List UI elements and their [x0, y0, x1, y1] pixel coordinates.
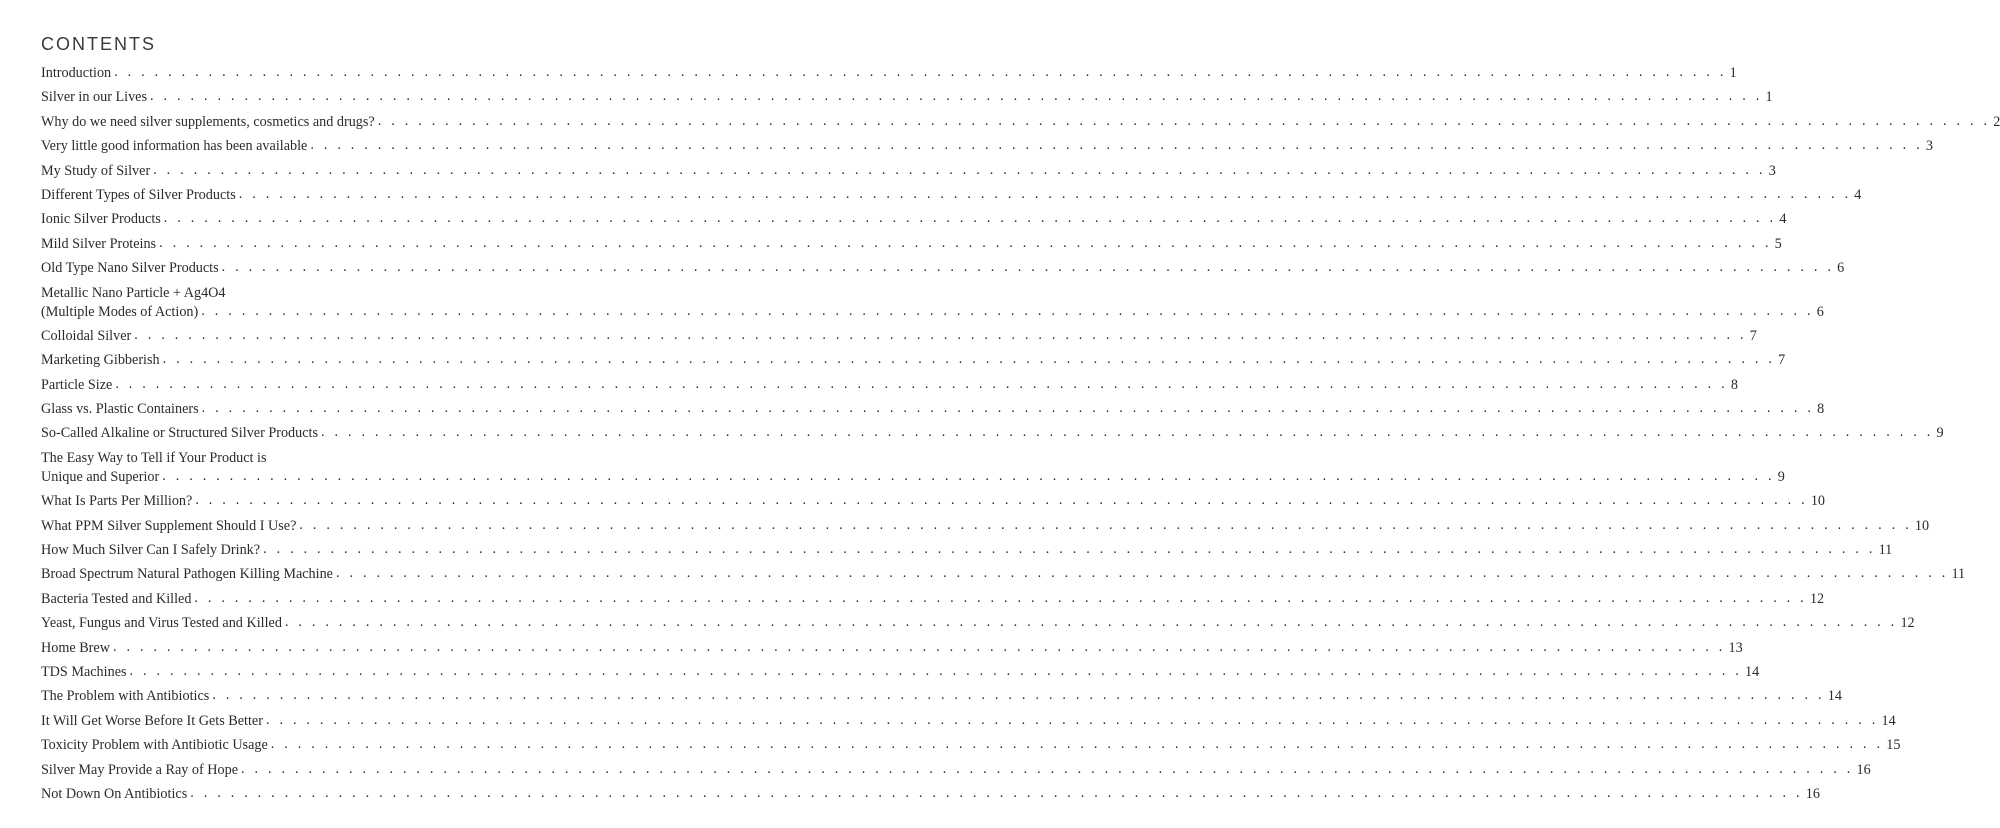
toc-entry [41, 760, 1871, 780]
toc-entry-title: So-Called Alkaline or Structured Silver Products [41, 425, 319, 442]
toc-entry [41, 112, 2000, 132]
toc-entry-page-number: 15 [1886, 737, 1901, 754]
toc-entry [41, 541, 1893, 560]
toc-entry-title: Bacteria Tested and Killed [41, 590, 192, 607]
toc-entry-title: Not Down On Antibiotics [41, 785, 188, 802]
toc-entry [41, 687, 1842, 706]
toc-entry-title-line1: Metallic Nano Particle + Ag4O4 [41, 284, 226, 301]
toc-entry-title: Why do we need silver supplements, cosmetics and drugs? [41, 113, 375, 130]
toc-entry [41, 736, 1901, 755]
toc-entry-title: Mild Silver Proteins [41, 235, 157, 252]
dot-leader: . . . . . . . . . . . . . . . . . . . . . . . . . . . . . . . . . . . . . . . . . . . . . . . . . . . . . . . . . . . . . . . . . . . . . . . . . . . . . . . . . . . . . . . . . . . . . . . . . . . . . . . . . . . . . . . . . . . . . . . . [265, 711, 1879, 728]
toc-entry [41, 210, 1787, 229]
dot-leader: . . . . . . . . . . . . . . . . . . . . . . . . . . . . . . . . . . . . . . . . . . . . . . . . . . . . . . . . . . . . . . . . . . . . . . . . . . . . . . . . . . . . . . . . . . . . . . . . . . . . . . . . . . . . . . . . . . . . . . . . [162, 351, 1776, 368]
toc-entry [41, 234, 1782, 254]
dot-leader: . . . . . . . . . . . . . . . . . . . . . . . . . . . . . . . . . . . . . . . . . . . . . . . . . . . . . . . . . . . . . . . . . . . . . . . . . . . . . . . . . . . . . . . . . . . . . . . . . . . . . . . . . . . . . . . . . . . . . . . . [377, 112, 1991, 129]
toc-entry-title: Toxicity Problem with Antibiotic Usage [41, 737, 268, 754]
dot-leader: . . . . . . . . . . . . . . . . . . . . . . . . . . . . . . . . . . . . . . . . . . . . . . . . . . . . . . . . . . . . . . . . . . . . . . . . . . . . . . . . . . . . . . . . . . . . . . . . . . . . . . . . . . . . . . . . . . . . . . . . [112, 638, 1726, 655]
toc-entry-page-number: 14 [1827, 688, 1842, 705]
dot-leader: . . . . . . . . . . . . . . . . . . . . . . . . . . . . . . . . . . . . . . . . . . . . . . . . . . . . . . . . . . . . . . . . . . . . . . . . . . . . . . . . . . . . . . . . . . . . . . . . . . . . . . . . . . . . . . . . . . . . . . . . [238, 185, 1852, 202]
toc-entry-page-number: 12 [1809, 590, 1825, 607]
toc-entry-page-number: 16 [1856, 761, 1871, 778]
toc-entry [41, 565, 1966, 584]
contents-page [41, 30, 2000, 809]
toc-entry-page-number: 2 [1993, 113, 2000, 130]
toc-entry-title: Glass vs. Plastic Containers [41, 401, 199, 418]
toc-entry-page-number: 12 [1900, 615, 1915, 632]
toc-entry-title: Ionic Silver Products [41, 211, 161, 228]
toc-entry [41, 326, 1757, 346]
toc-entry-page-number: 5 [1774, 235, 1782, 252]
toc-entry-title-line1: The Easy Way to Tell if Your Product is [41, 449, 267, 466]
toc-entry-title: Colloidal Silver [41, 327, 132, 344]
toc-list [41, 64, 2000, 804]
toc-entry-page-number: 7 [1749, 327, 1757, 344]
dot-leader: . . . . . . . . . . . . . . . . . . . . . . . . . . . . . . . . . . . . . . . . . . . . . . . . . . . . . . . . . . . . . . . . . . . . . . . . . . . . . . . . . . . . . . . . . . . . . . . . . . . . . . . . . . . . . . . . . . . . . . . . [201, 400, 1815, 417]
contents-heading: CONTENTS [41, 34, 156, 54]
toc-entry-page-number: 6 [1816, 303, 1824, 320]
toc-entry-title: What Is Parts Per Million? [41, 493, 193, 510]
dot-leader: . . . . . . . . . . . . . . . . . . . . . . . . . . . . . . . . . . . . . . . . . . . . . . . . . . . . . . . . . . . . . . . . . . . . . . . . . . . . . . . . . . . . . . . . . . . . . . . . . . . . . . . . . . . . . . . . . . . . . . . . [150, 88, 1763, 105]
toc-entry-line2 [41, 302, 1824, 322]
toc-entry-page-number: 11 [1951, 566, 1966, 583]
dot-leader: . . . . . . . . . . . . . . . . . . . . . . . . . . . . . . . . . . . . . . . . . . . . . . . . . . . . . . . . . . . . . . . . . . . . . . . . . . . . . . . . . . . . . . . . . . . . . . . . . . . . . . . . . . . . . . . . . . . . . . . . [263, 541, 1876, 558]
toc-entry [41, 589, 1825, 609]
toc-entry [41, 449, 1785, 487]
toc-entry-page-number: 1 [1765, 89, 1773, 106]
toc-entry [41, 161, 1776, 181]
toc-entry-title: TDS Machines [41, 663, 127, 680]
toc-entry [41, 88, 1773, 107]
toc-entry-page-number: 6 [1837, 260, 1845, 277]
toc-entry [41, 614, 1915, 633]
dot-leader: . . . . . . . . . . . . . . . . . . . . . . . . . . . . . . . . . . . . . . . . . . . . . . . . . . . . . . . . . . . . . . . . . . . . . . . . . . . . . . . . . . . . . . . . . . . . . . . . . . . . . . . . . . . . . . . . . . . . . . . . [241, 760, 1854, 777]
dot-leader: . . . . . . . . . . . . . . . . . . . . . . . . . . . . . . . . . . . . . . . . . . . . . . . . . . . . . . . . . . . . . . . . . . . . . . . . . . . . . . . . . . . . . . . . . . . . . . . . . . . . . . . . . . . . . . . . . . . . . . . . [270, 736, 1884, 753]
toc-entry [41, 375, 1738, 395]
toc-entry-page-number: 4 [1779, 211, 1787, 228]
toc-entry [41, 137, 1933, 156]
toc-entry-title: Silver in our Lives [41, 89, 147, 106]
toc-entry [41, 516, 1930, 536]
toc-entry [41, 64, 1737, 83]
toc-entry-page-number: 9 [1777, 468, 1785, 485]
toc-entry-page-number: 10 [1914, 517, 1930, 534]
dot-leader: . . . . . . . . . . . . . . . . . . . . . . . . . . . . . . . . . . . . . . . . . . . . . . . . . . . . . . . . . . . . . . . . . . . . . . . . . . . . . . . . . . . . . . . . . . . . . . . . . . . . . . . . . . . . . . . . . . . . . . . . [115, 375, 1728, 392]
dot-leader: . . . . . . . . . . . . . . . . . . . . . . . . . . . . . . . . . . . . . . . . . . . . . . . . . . . . . . . . . . . . . . . . . . . . . . . . . . . . . . . . . . . . . . . . . . . . . . . . . . . . . . . . . . . . . . . . . . . . . . . . [129, 662, 1743, 679]
toc-entry-title: How Much Silver Can I Safely Drink? [41, 542, 261, 559]
dot-leader: . . . . . . . . . . . . . . . . . . . . . . . . . . . . . . . . . . . . . . . . . . . . . . . . . . . . . . . . . . . . . . . . . . . . . . . . . . . . . . . . . . . . . . . . . . . . . . . . . . . . . . . . . . . . . . . . . . . . . . . . [159, 234, 1772, 251]
toc-entry [41, 185, 1862, 205]
dot-leader: . . . . . . . . . . . . . . . . . . . . . . . . . . . . . . . . . . . . . . . . . . . . . . . . . . . . . . . . . . . . . . . . . . . . . . . . . . . . . . . . . . . . . . . . . . . . . . . . . . . . . . . . . . . . . . . . . . . . . . . . [201, 302, 1814, 319]
toc-entry [41, 259, 1845, 278]
toc-entry-title: Old Type Nano Silver Products [41, 260, 219, 277]
toc-entry-title: Unique and Superior [41, 468, 160, 485]
toc-entry [41, 284, 1824, 322]
toc-entry-page-number: 14 [1881, 712, 1896, 729]
toc-entry-title: Introduction [41, 65, 112, 81]
toc-entry-page-number: 9 [1936, 425, 1944, 442]
toc-entry-title: Yeast, Fungus and Virus Tested and Killed [41, 615, 282, 632]
toc-entry-page-number: 1 [1729, 65, 1737, 81]
toc-entry-page-number: 3 [1925, 138, 1933, 155]
toc-entry [41, 400, 1825, 419]
toc-entry-title: Particle Size [41, 376, 113, 393]
dot-leader: . . . . . . . . . . . . . . . . . . . . . . . . . . . . . . . . . . . . . . . . . . . . . . . . . . . . . . . . . . . . . . . . . . . . . . . . . . . . . . . . . . . . . . . . . . . . . . . . . . . . . . . . . . . . . . . . . . . . . . . . [321, 424, 1934, 441]
toc-entry-page-number: 13 [1728, 639, 1743, 656]
toc-entry [41, 662, 1760, 682]
toc-entry-page-number: 14 [1745, 663, 1760, 680]
dot-leader: . . . . . . . . . . . . . . . . . . . . . . . . . . . . . . . . . . . . . . . . . . . . . . . . . . . . . . . . . . . . . . . . . . . . . . . . . . . . . . . . . . . . . . . . . . . . . . . . . . . . . . . . . . . . . . . . . . . . . . . . [162, 467, 1775, 484]
dot-leader: . . . . . . . . . . . . . . . . . . . . . . . . . . . . . . . . . . . . . . . . . . . . . . . . . . . . . . . . . . . . . . . . . . . . . . . . . . . . . . . . . . . . . . . . . . . . . . . . . . . . . . . . . . . . . . . . . . . . . . . . [335, 565, 1949, 582]
toc-entry-title: Very little good information has been available [41, 138, 308, 155]
toc-entry-page-number: 4 [1854, 186, 1862, 203]
dot-leader: . . . . . . . . . . . . . . . . . . . . . . . . . . . . . . . . . . . . . . . . . . . . . . . . . . . . . . . . . . . . . . . . . . . . . . . . . . . . . . . . . . . . . . . . . . . . . . . . . . . . . . . . . . . . . . . . . . . . . . . . [114, 64, 1727, 80]
dot-leader: . . . . . . . . . . . . . . . . . . . . . . . . . . . . . . . . . . . . . . . . . . . . . . . . . . . . . . . . . . . . . . . . . . . . . . . . . . . . . . . . . . . . . . . . . . . . . . . . . . . . . . . . . . . . . . . . . . . . . . . . [153, 161, 1766, 178]
toc-entry-title: Silver May Provide a Ray of Hope [41, 761, 239, 778]
dot-leader: . . . . . . . . . . . . . . . . . . . . . . . . . . . . . . . . . . . . . . . . . . . . . . . . . . . . . . . . . . . . . . . . . . . . . . . . . . . . . . . . . . . . . . . . . . . . . . . . . . . . . . . . . . . . . . . . . . . . . . . . [221, 259, 1835, 276]
toc-entry-line2 [41, 467, 1785, 487]
toc-entry-page-number: 3 [1768, 162, 1776, 179]
toc-entry [41, 492, 1826, 511]
toc-entry-title: (Multiple Modes of Action) [41, 303, 199, 320]
dot-leader: . . . . . . . . . . . . . . . . . . . . . . . . . . . . . . . . . . . . . . . . . . . . . . . . . . . . . . . . . . . . . . . . . . . . . . . . . . . . . . . . . . . . . . . . . . . . . . . . . . . . . . . . . . . . . . . . . . . . . . . . [310, 137, 1923, 154]
dot-leader: . . . . . . . . . . . . . . . . . . . . . . . . . . . . . . . . . . . . . . . . . . . . . . . . . . . . . . . . . . . . . . . . . . . . . . . . . . . . . . . . . . . . . . . . . . . . . . . . . . . . . . . . . . . . . . . . . . . . . . . . [212, 687, 1825, 704]
dot-leader: . . . . . . . . . . . . . . . . . . . . . . . . . . . . . . . . . . . . . . . . . . . . . . . . . . . . . . . . . . . . . . . . . . . . . . . . . . . . . . . . . . . . . . . . . . . . . . . . . . . . . . . . . . . . . . . . . . . . . . . . [284, 614, 1898, 631]
toc-entry [41, 351, 1786, 370]
dot-leader: . . . . . . . . . . . . . . . . . . . . . . . . . . . . . . . . . . . . . . . . . . . . . . . . . . . . . . . . . . . . . . . . . . . . . . . . . . . . . . . . . . . . . . . . . . . . . . . . . . . . . . . . . . . . . . . . . . . . . . . . [194, 589, 1807, 606]
toc-entry-title: Broad Spectrum Natural Pathogen Killing Machine [41, 566, 333, 583]
dot-leader: . . . . . . . . . . . . . . . . . . . . . . . . . . . . . . . . . . . . . . . . . . . . . . . . . . . . . . . . . . . . . . . . . . . . . . . . . . . . . . . . . . . . . . . . . . . . . . . . . . . . . . . . . . . . . . . . . . . . . . . . [299, 516, 1912, 533]
dot-leader: . . . . . . . . . . . . . . . . . . . . . . . . . . . . . . . . . . . . . . . . . . . . . . . . . . . . . . . . . . . . . . . . . . . . . . . . . . . . . . . . . . . . . . . . . . . . . . . . . . . . . . . . . . . . . . . . . . . . . . . . [190, 784, 1803, 801]
toc-entry-title: Home Brew [41, 639, 110, 656]
toc-entry-page-number: 8 [1817, 401, 1825, 418]
toc-entry-page-number: 7 [1778, 352, 1786, 369]
dot-leader: . . . . . . . . . . . . . . . . . . . . . . . . . . . . . . . . . . . . . . . . . . . . . . . . . . . . . . . . . . . . . . . . . . . . . . . . . . . . . . . . . . . . . . . . . . . . . . . . . . . . . . . . . . . . . . . . . . . . . . . . [163, 210, 1777, 227]
toc-entry-title: The Problem with Antibiotics [41, 688, 210, 705]
toc-entry-title: Marketing Gibberish [41, 352, 160, 369]
toc-entry [41, 711, 1896, 731]
toc-entry-page-number: 10 [1810, 493, 1826, 510]
dot-leader: . . . . . . . . . . . . . . . . . . . . . . . . . . . . . . . . . . . . . . . . . . . . . . . . . . . . . . . . . . . . . . . . . . . . . . . . . . . . . . . . . . . . . . . . . . . . . . . . . . . . . . . . . . . . . . . . . . . . . . . . [134, 326, 1747, 343]
toc-entry-title: What PPM Silver Supplement Should I Use? [41, 517, 297, 534]
toc-entry-title: My Study of Silver [41, 162, 151, 179]
toc-entry-page-number: 16 [1805, 785, 1820, 802]
toc-entry [41, 638, 1743, 658]
toc-entry [41, 424, 1944, 443]
toc-entry-title: Different Types of Silver Products [41, 186, 236, 203]
toc-entry-title: It Will Get Worse Before It Gets Better [41, 712, 263, 729]
dot-leader: . . . . . . . . . . . . . . . . . . . . . . . . . . . . . . . . . . . . . . . . . . . . . . . . . . . . . . . . . . . . . . . . . . . . . . . . . . . . . . . . . . . . . . . . . . . . . . . . . . . . . . . . . . . . . . . . . . . . . . . . [195, 492, 1808, 509]
toc-entry [41, 784, 1820, 804]
toc-entry-page-number: 11 [1878, 542, 1893, 559]
toc-entry-page-number: 8 [1730, 376, 1738, 393]
